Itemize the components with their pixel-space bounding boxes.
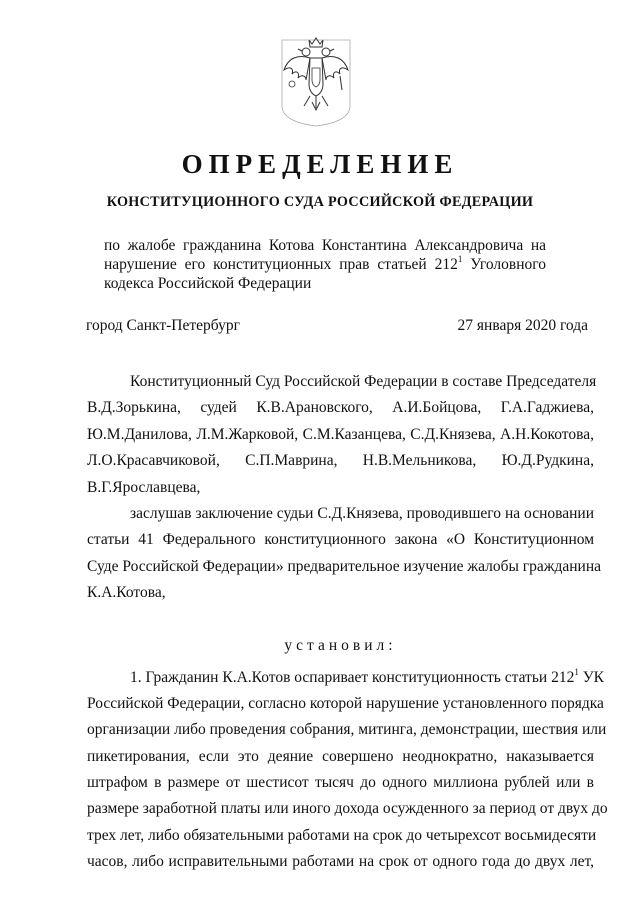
text-line: штрафом в размере от шестисот тысяч до одного миллиона рублей или в: [87, 774, 594, 792]
text-line: организации либо проведения собрания, митинга, демонстрации, шествия или: [87, 721, 607, 739]
document-subtitle: КОНСТИТУЦИОННОГО СУДА РОССИЙСКОЙ ФЕДЕРАЦИИ: [106, 194, 534, 210]
text-line: Л.О.Красавчиковой, С.П.Маврина, Н.В.Мельникова, Ю.Д.Рудкина,: [87, 452, 594, 470]
text-line: Российской Федерации, согласно которой нарушение установленного порядка: [87, 694, 604, 712]
case-subject: [104, 236, 546, 293]
text-line: размере заработной платы или иного дохода осужденного за период от двух до: [87, 800, 608, 818]
text-line: заслушав заключение судьи С.Д.Князева, проводившего на основании: [130, 504, 594, 522]
case-subject-line: кодекса Российской Федерации: [104, 275, 312, 292]
case-subject-line: по жалобе гражданина Котова Константина Александровича на: [104, 237, 546, 254]
document-title: ОПРЕДЕЛЕНИЕ: [181, 149, 459, 179]
document-body: [87, 369, 608, 876]
text-line: В.Г.Ярославцева,: [87, 478, 201, 496]
text-line: статьи 41 Федерального конституционного закона «О Конституционном: [87, 531, 594, 549]
section-heading-established: установил:: [284, 636, 397, 654]
text-line: трех лет, либо обязательными работами на срок до четырехсот восьмидесяти: [87, 826, 597, 844]
decision-date: 27 января 2020 года: [457, 317, 588, 334]
text-line: Ю.М.Данилова, Л.М.Жарковой, С.М.Казанцева, С.Д.Князева, А.Н.Кокотова,: [87, 425, 594, 443]
text-line: Суде Российской Федерации» предварительное изучение жалобы гражданина: [87, 557, 602, 575]
text-line: В.Д.Зорькина, судей К.В.Арановского, А.И.Бойцова, Г.А.Гаджиева,: [87, 399, 594, 417]
text-line: часов, либо исправительными работами на срок от одного года до двух лет,: [87, 853, 594, 871]
text-line: Конституционный Суд Российской Федерации в составе Председателя: [130, 373, 597, 390]
russian-coat-of-arms-icon: [276, 36, 356, 128]
text-line: пикетирования, если это деяние совершено неоднократно, наказывается: [87, 747, 594, 765]
city: город Санкт-Петербург: [86, 317, 240, 334]
text-line: 1. Гражданин К.А.Котов оспаривает конституционность статьи $212^1$ УК: [130, 666, 605, 686]
text-line: К.А.Котова,: [87, 584, 166, 602]
case-subject-line: нарушение его конституционных прав статьей $212^1$ Уголовного: [104, 254, 546, 273]
